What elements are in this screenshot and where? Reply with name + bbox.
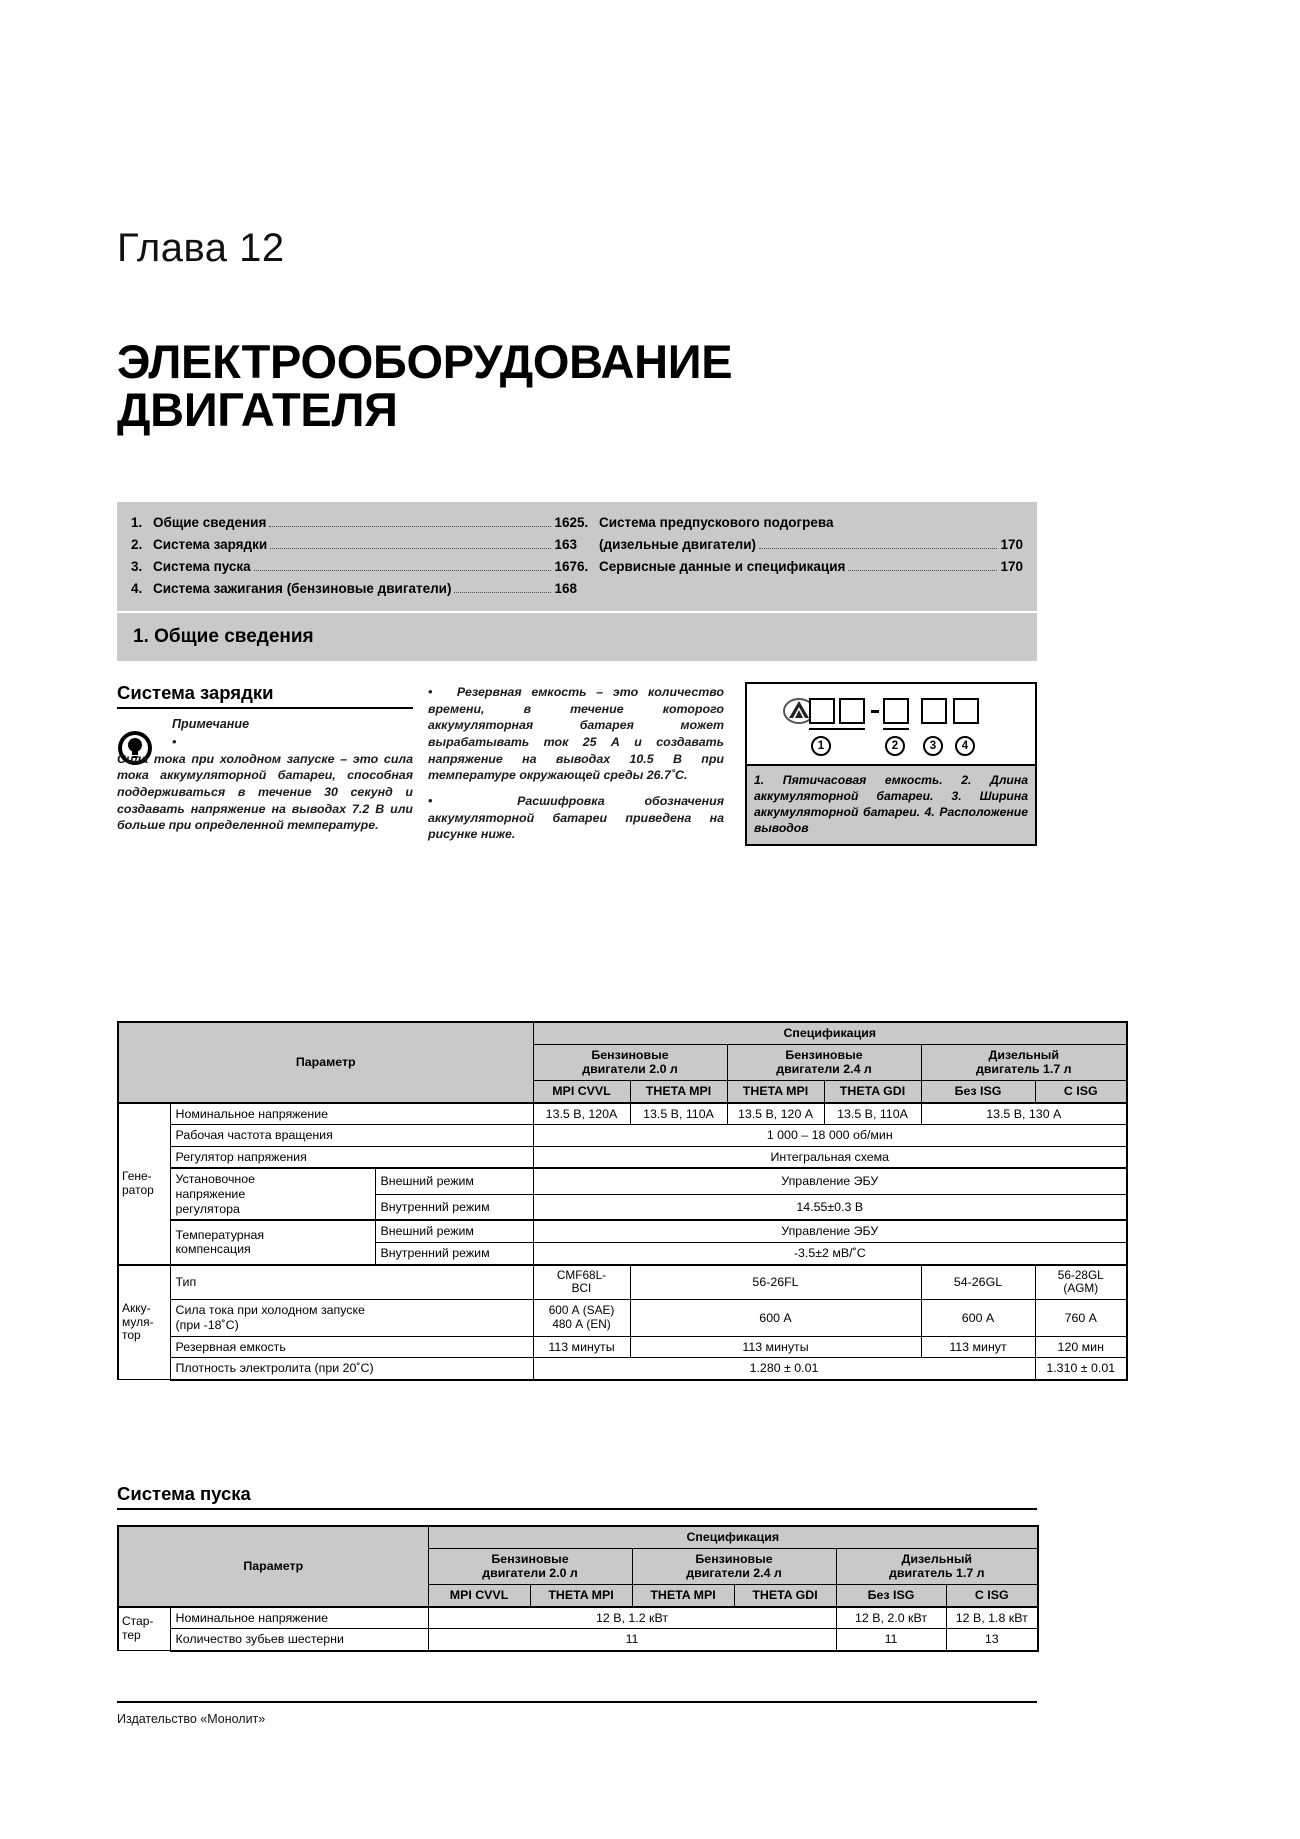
cell-set-voltage-internal: 14.55±0.3 В	[533, 1194, 1127, 1220]
header-col-mpi-cvvl: MPI CVVL	[428, 1584, 530, 1606]
cell-density-v6: 1.310 ± 0.01	[1035, 1358, 1127, 1380]
bullet-marker: •	[428, 794, 513, 809]
header-group-petrol-2-4	[727, 1044, 921, 1080]
note-bullet-first-lines	[117, 734, 413, 751]
toc-label: Общие сведения	[153, 515, 267, 530]
header-specification: Спецификация	[428, 1526, 1038, 1548]
battery-designation-figure	[745, 682, 1037, 846]
toc-page: 167	[554, 558, 577, 574]
cell-cold-current-v1: 600 А (SAE) 480 А (EN)	[533, 1300, 630, 1336]
table-row	[118, 1146, 1127, 1168]
toc-page: 170	[1000, 558, 1023, 574]
page-title	[117, 335, 917, 437]
group-petrol-20-line2: двигатели 2.0 л	[482, 1566, 578, 1581]
cell-temp-comp-internal: -3.5±2 мВ/˚С	[533, 1242, 1127, 1264]
table-row	[118, 1300, 1127, 1336]
subsection-heading-starting: Система пуска	[117, 1483, 1037, 1510]
toc-leader	[270, 548, 551, 549]
toc-label: Система предпускового подогрева	[599, 515, 834, 530]
table-row	[118, 1168, 1127, 1194]
header-col-theta-mpi-24: THETA MPI	[632, 1584, 734, 1606]
toc-number: 2.	[131, 536, 143, 552]
header-parameter: Параметр	[118, 1022, 533, 1103]
header-col-theta-gdi: THETA GDI	[734, 1584, 836, 1606]
designation-dash	[871, 710, 879, 713]
note-title: Примечание	[172, 717, 250, 731]
cell-type-v6: 56-28GL (AGM)	[1035, 1265, 1127, 1300]
cell-nominal-v2: 13.5 В, 110А	[630, 1103, 727, 1125]
table-row-header-spec	[118, 1526, 1038, 1548]
toc-number: 6.	[577, 558, 589, 574]
toc-page: 163	[554, 536, 577, 552]
bullet-marker: •	[428, 685, 452, 699]
middle-bullet-1: Резервная емкость – это количество времени, в течение которого аккумуляторная батарея может вырабатывать ток 25 А и создавать напряжение на выводах 10.5 В при температуре окружающей среды 26.7˚С.	[428, 685, 724, 783]
toc-column-left	[131, 512, 577, 599]
table-row-header-spec	[118, 1022, 1127, 1044]
designation-box-4	[953, 698, 979, 724]
table-row	[118, 1358, 1127, 1380]
starting-system-spec-table	[117, 1525, 1039, 1652]
toc-item[interactable]	[577, 556, 1023, 578]
row-label-teeth: Количество зубьев шестерни	[170, 1629, 428, 1651]
toc-label: Сервисные данные и спецификация	[599, 558, 846, 574]
middle-column-text	[428, 684, 724, 843]
cell-nominal-v5: 13.5 В, 130 А	[921, 1103, 1127, 1125]
cell-nominal-petrol: 12 В, 1.2 кВт	[428, 1607, 836, 1629]
row-label-internal-mode-1: Внутренний режим	[375, 1194, 533, 1220]
toc-leader	[254, 570, 552, 571]
row-label-density: Плотность электролита (при 20˚С)	[170, 1358, 533, 1380]
header-group-petrol-2-0	[428, 1548, 632, 1584]
table-row	[118, 1265, 1127, 1300]
toc-label: Система зарядки	[153, 536, 268, 552]
toc-item-continued[interactable]	[577, 534, 1023, 556]
cell-nominal-d5: 12 В, 2.0 кВт	[836, 1607, 946, 1629]
cell-nominal-v4: 13.5 В, 110А	[824, 1103, 921, 1125]
row-label-nominal-voltage: Номинальное напряжение	[170, 1103, 533, 1125]
middle-bullet-2-wrap	[428, 793, 724, 843]
cell-regulator: Интегральная схема	[533, 1146, 1127, 1168]
header-col-mpi-cvvl: MPI CVVL	[533, 1080, 630, 1102]
toc-leader	[269, 526, 551, 527]
group-diesel-line1: Дизельный	[901, 1551, 973, 1566]
group-diesel-line2: двигатель 1.7 л	[975, 1062, 1072, 1077]
figure-artwork	[747, 684, 1035, 766]
cell-nominal-d6: 12 В, 1.8 кВт	[946, 1607, 1038, 1629]
subsection-heading-charging: Система зарядки	[117, 682, 413, 709]
header-col-theta-gdi: THETA GDI	[824, 1080, 921, 1102]
group-petrol-20-line1: Бензиновые	[491, 1551, 569, 1566]
group-diesel-line2: двигатель 1.7 л	[888, 1566, 985, 1581]
cell-cold-current-v2: 600 А	[630, 1300, 921, 1336]
toc-page: 162	[554, 515, 577, 530]
cell-cold-current-v5: 600 А	[921, 1300, 1035, 1336]
toc-label: Система зажигания (бензиновые двигатели)	[153, 580, 452, 596]
bracket-1	[809, 728, 865, 730]
header-col-without-isg: Без ISG	[921, 1080, 1035, 1102]
table-of-contents	[117, 502, 1037, 611]
designation-box-1b	[839, 698, 865, 724]
row-label-cold-current: Сила тока при холодном запуске (при -18˚C)	[170, 1300, 533, 1336]
toc-number: 1.	[131, 515, 143, 530]
designation-box-2	[883, 698, 909, 724]
cell-density-v1: 1.280 ± 0.01	[533, 1358, 1035, 1380]
toc-item[interactable]	[131, 578, 577, 600]
header-group-petrol-2-0	[533, 1044, 727, 1080]
row-label-reserve-capacity: Резервная емкость	[170, 1336, 533, 1358]
header-col-theta-mpi-20: THETA MPI	[530, 1584, 632, 1606]
group-petrol-24-line2: двигатели 2.4 л	[686, 1566, 782, 1581]
row-label-regulator: Регулятор напряжения	[170, 1146, 533, 1168]
bullet-marker: •	[172, 734, 187, 749]
cell-teeth-petrol: 11	[428, 1629, 836, 1651]
middle-bullet-2: Расшифровка обозначения аккумуляторной батареи приведена на рисунке ниже.	[428, 794, 724, 842]
section-header-bar: 1. Общие сведения	[117, 613, 1037, 661]
figure-caption: 1. Пятичасовая емкость. 2. Длина аккумуляторной батареи. 3. Ширина аккумуляторной батареи. 4. Расположение выводов	[747, 766, 1035, 844]
toc-page: 168	[554, 580, 577, 596]
row-label-nominal-voltage: Номинальное напряжение	[170, 1607, 428, 1629]
footer-publisher: Издательство «Монолит»	[117, 1712, 266, 1726]
cell-set-voltage-external: Управление ЭБУ	[533, 1168, 1127, 1194]
table-row	[118, 1607, 1038, 1629]
cell-teeth-d6: 13	[946, 1629, 1038, 1651]
cell-teeth-d5: 11	[836, 1629, 946, 1651]
note-bullet-text: Сила тока при холодном запуске – это сила тока аккумуляторной батареи, способная поддерживаться в течение 30 секунд и создавать напряжение на выводах 7.2 В или больше при определенной температуре.	[117, 751, 413, 833]
row-label-set-voltage: Установочное напряжение регулятора	[170, 1168, 375, 1220]
figure-mark-2: 2	[885, 736, 905, 756]
toc-leader	[454, 592, 551, 593]
toc-item[interactable]	[131, 556, 577, 578]
row-label-type: Тип	[170, 1265, 533, 1300]
table-row	[118, 1220, 1127, 1242]
cell-type-v1: CMF68L- BCI	[533, 1265, 630, 1300]
row-label-working-speed: Рабочая частота вращения	[170, 1125, 533, 1147]
figure-mark-4: 4	[955, 736, 975, 756]
designation-box-1a	[809, 698, 835, 724]
cell-type-v5: 54-26GL	[921, 1265, 1035, 1300]
toc-leader	[848, 570, 997, 571]
group-petrol-24-line1: Бензиновые	[785, 1047, 863, 1062]
table-row	[118, 1103, 1127, 1125]
header-group-petrol-2-4	[632, 1548, 836, 1584]
cell-reserve-v2: 113 минуты	[630, 1336, 921, 1358]
header-parameter: Параметр	[118, 1526, 428, 1607]
table-row	[118, 1336, 1127, 1358]
toc-item[interactable]	[577, 512, 1023, 534]
row-label-external-mode-1: Внешний режим	[375, 1168, 533, 1194]
row-label-external-mode-2: Внешний режим	[375, 1220, 533, 1242]
cell-temp-comp-external: Управление ЭБУ	[533, 1220, 1127, 1242]
header-col-theta-mpi-24: THETA MPI	[727, 1080, 824, 1102]
toc-item[interactable]	[131, 534, 577, 556]
table-row	[118, 1629, 1038, 1651]
group-petrol-20-line2: двигатели 2.0 л	[582, 1062, 678, 1077]
note-block	[117, 716, 413, 834]
header-group-diesel	[921, 1044, 1127, 1080]
chapter-title-line1: ЭЛЕКТРООБОРУДОВАНИЕ	[117, 335, 733, 388]
toc-column-right	[577, 512, 1023, 599]
cell-nominal-v3: 13.5 В, 120 А	[727, 1103, 824, 1125]
group-petrol-24-line2: двигатели 2.4 л	[776, 1062, 872, 1077]
header-col-without-isg: Без ISG	[836, 1584, 946, 1606]
toc-number: 3.	[131, 558, 143, 574]
figure-mark-1: 1	[811, 736, 831, 756]
toc-page: 170	[1000, 536, 1023, 552]
row-category-battery: Акку- муля- тор	[118, 1265, 170, 1380]
row-label-internal-mode-2: Внутренний режим	[375, 1242, 533, 1264]
row-label-temp-compensation: Температурная компенсация	[170, 1220, 375, 1264]
toc-number: 5.	[577, 515, 589, 530]
group-diesel-line1: Дизельный	[988, 1047, 1060, 1062]
chapter-title-line2: ДВИГАТЕЛЯ	[117, 383, 398, 437]
charging-system-spec-table	[117, 1021, 1128, 1381]
header-group-diesel	[836, 1548, 1038, 1584]
bracket-2	[883, 728, 909, 730]
cell-reserve-v6: 120 мин	[1035, 1336, 1127, 1358]
middle-bullet-1-wrap	[428, 684, 724, 784]
row-category-starter: Стар- тер	[118, 1607, 170, 1651]
group-petrol-24-line1: Бензиновые	[695, 1551, 773, 1566]
cell-working-speed: 1 000 – 18 000 об/мин	[533, 1125, 1127, 1147]
figure-mark-3: 3	[923, 736, 943, 756]
cell-nominal-v1: 13.5 В, 120А	[533, 1103, 630, 1125]
cell-reserve-v5: 113 минут	[921, 1336, 1035, 1358]
toc-number: 4.	[131, 580, 143, 596]
toc-label-continued: (дизельные двигатели)	[599, 536, 757, 552]
designation-box-3	[921, 698, 947, 724]
header-col-theta-mpi-20: THETA MPI	[630, 1080, 727, 1102]
toc-item[interactable]	[131, 512, 577, 534]
toc-leader	[759, 548, 997, 549]
table-row	[118, 1125, 1127, 1147]
cell-cold-current-v6: 760 А	[1035, 1300, 1127, 1336]
cell-reserve-v1: 113 минуты	[533, 1336, 630, 1358]
toc-label: Система пуска	[153, 558, 251, 574]
group-petrol-20-line1: Бензиновые	[591, 1047, 669, 1062]
row-category-generator: Гене- ратор	[118, 1103, 170, 1265]
footer-divider	[117, 1701, 1037, 1703]
chapter-label: Глава 12	[117, 226, 285, 270]
header-specification: Спецификация	[533, 1022, 1127, 1044]
header-col-with-isg: С ISG	[946, 1584, 1038, 1606]
header-col-with-isg: С ISG	[1035, 1080, 1127, 1102]
cell-type-v2: 56-26FL	[630, 1265, 921, 1300]
